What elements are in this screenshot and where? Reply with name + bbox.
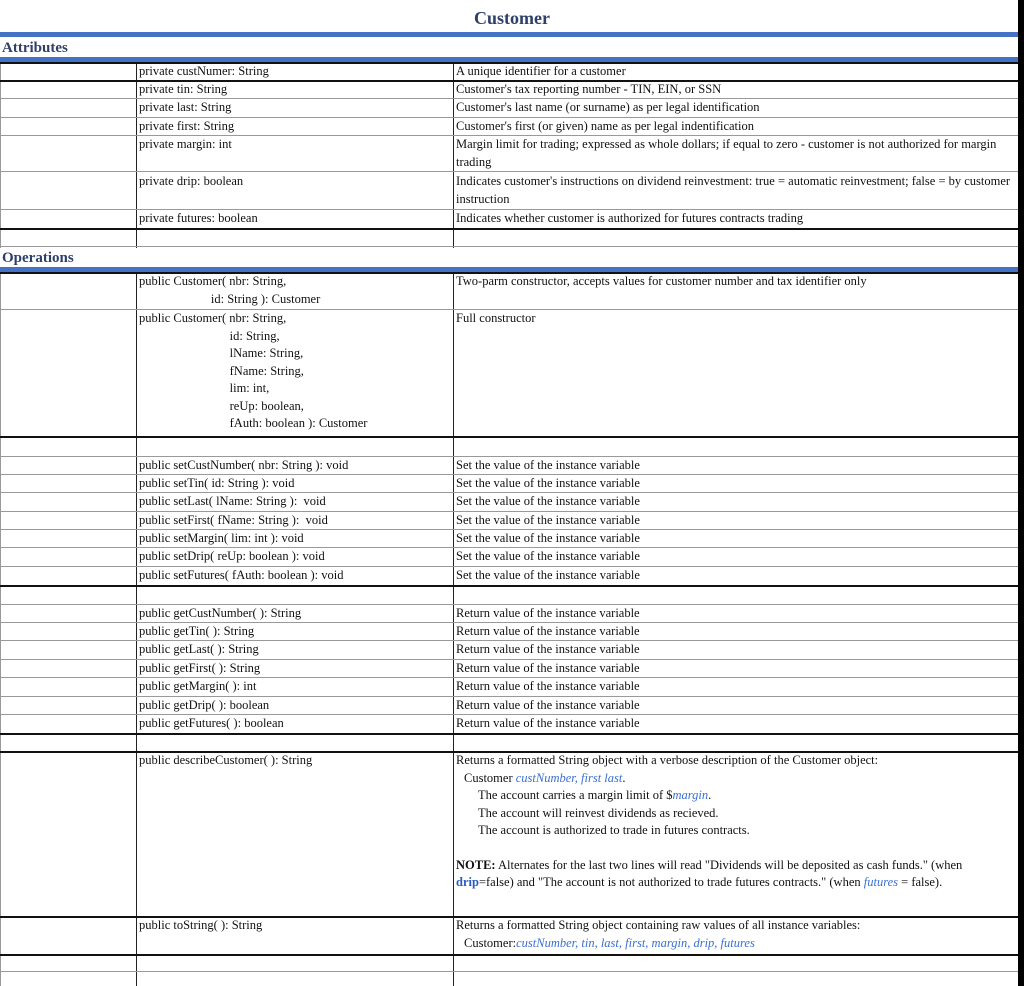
setter-signature: public setTin( id: String ): void <box>139 476 295 490</box>
getter-signature: public getLast( ): String <box>139 642 259 656</box>
setter-description: Set the value of the instance variable <box>456 476 640 490</box>
getter-signature: public getFirst( ): String <box>139 661 261 675</box>
describe-note: NOTE: Alternates for the last two lines will read "Dividends will be deposited as cash funds." (when drip=false) and "The account is not authorized to trade futures contracts." (when futures = false). <box>456 857 963 889</box>
grid-line <box>0 272 1 986</box>
grid-line <box>136 62 137 248</box>
constructor-signature: public Customer( nbr: String, id: String ): Customer <box>139 274 321 306</box>
tostring-signature: public toString( ): String <box>139 918 263 932</box>
describe-line-4: The account is authorized to trade in futures contracts. <box>478 823 750 837</box>
describe-intro: Returns a formatted String object with a verbose description of the Customer object: <box>456 753 879 767</box>
constructor-signature: public Customer( nbr: String, id: String, lName: String, fName: String, lim: int, reUp: boolean, fAuth: boolean ): Customer <box>139 311 368 430</box>
constructor-description: Full constructor <box>456 311 536 325</box>
setter-signature: public setFutures( fAuth: boolean ): void <box>139 568 344 582</box>
grid-line <box>453 62 454 248</box>
setter-description: Set the value of the instance variable <box>456 494 640 508</box>
grid-line <box>453 272 454 986</box>
tostring-intro: Returns a formatted String object containing raw values of all instance variables: <box>456 918 861 932</box>
attribute-signature: private futures: boolean <box>139 211 258 225</box>
attribute-description: Customer's tax reporting number - TIN, EIN, or SSN <box>456 82 722 96</box>
attributes-heading: Attributes <box>2 40 68 56</box>
tostring-description <box>456 917 1012 952</box>
attribute-description: A unique identifier for a customer <box>456 64 626 78</box>
setter-description: Set the value of the instance variable <box>456 458 640 472</box>
describe-line-2: The account carries a margin limit of $margin. <box>478 788 712 802</box>
setter-signature: public setLast( lName: String ): void <box>139 494 326 508</box>
title-divider <box>0 32 1018 37</box>
setter-signature: public setFirst( fName: String ): void <box>139 513 328 527</box>
window-edge <box>1018 0 1024 986</box>
grid-line <box>136 272 137 986</box>
class-title: Customer <box>474 8 550 28</box>
getter-signature: public getCustNumber( ): String <box>139 606 302 620</box>
getter-signature: public getMargin( ): int <box>139 679 257 693</box>
setter-signature: public setMargin( lim: int ): void <box>139 531 304 545</box>
getter-signature: public getDrip( ): boolean <box>139 698 270 712</box>
attribute-description: Indicates customer's instructions on dividend reinvestment: true = automatic reinvestment; false = by customer instruction <box>456 174 1011 206</box>
getter-description: Return value of the instance variable <box>456 661 640 675</box>
getter-signature: public getTin( ): String <box>139 624 255 638</box>
setter-description: Set the value of the instance variable <box>456 549 640 563</box>
describe-line-3: The account will reinvest dividends as recieved. <box>478 805 719 820</box>
operations-heading: Operations <box>2 250 74 266</box>
getter-signature: public getFutures( ): boolean <box>139 716 284 730</box>
attribute-signature: private margin: int <box>139 137 232 151</box>
attribute-description: Indicates whether customer is authorized for futures contracts trading <box>456 211 804 225</box>
attribute-signature: private custNumer: String <box>139 64 269 78</box>
attribute-signature: private drip: boolean <box>139 174 244 188</box>
describe-signature: public describeCustomer( ): String <box>139 753 313 767</box>
attribute-description: Margin limit for trading; expressed as whole dollars; if equal to zero - customer is not authorized for margin trading <box>456 137 997 169</box>
getter-description: Return value of the instance variable <box>456 698 640 712</box>
setter-description: Set the value of the instance variable <box>456 568 640 582</box>
tostring-line: Customer:custNumber, tin, last, first, margin, drip, futures <box>464 935 755 950</box>
getter-description: Return value of the instance variable <box>456 624 640 638</box>
attribute-signature: private first: String <box>139 119 235 133</box>
getter-description: Return value of the instance variable <box>456 606 640 620</box>
grid-line <box>0 62 1 248</box>
getter-description: Return value of the instance variable <box>456 642 640 656</box>
attribute-description: Customer's last name (or surname) as per legal identification <box>456 100 760 114</box>
describe-line-1: Customer custNumber, first last. <box>464 770 626 785</box>
getter-description: Return value of the instance variable <box>456 679 640 693</box>
setter-signature: public setCustNumber( nbr: String ): void <box>139 458 349 472</box>
setter-signature: public setDrip( reUp: boolean ): void <box>139 549 325 563</box>
constructor-description: Two-parm constructor, accepts values for customer number and tax identifier only <box>456 274 867 288</box>
setter-description: Set the value of the instance variable <box>456 531 640 545</box>
getter-description: Return value of the instance variable <box>456 716 640 730</box>
attribute-description: Customer's first (or given) name as per legal indentification <box>456 119 754 133</box>
attribute-signature: private last: String <box>139 100 232 114</box>
setter-description: Set the value of the instance variable <box>456 513 640 527</box>
attribute-signature: private tin: String <box>139 82 228 96</box>
describe-description <box>456 752 1012 892</box>
